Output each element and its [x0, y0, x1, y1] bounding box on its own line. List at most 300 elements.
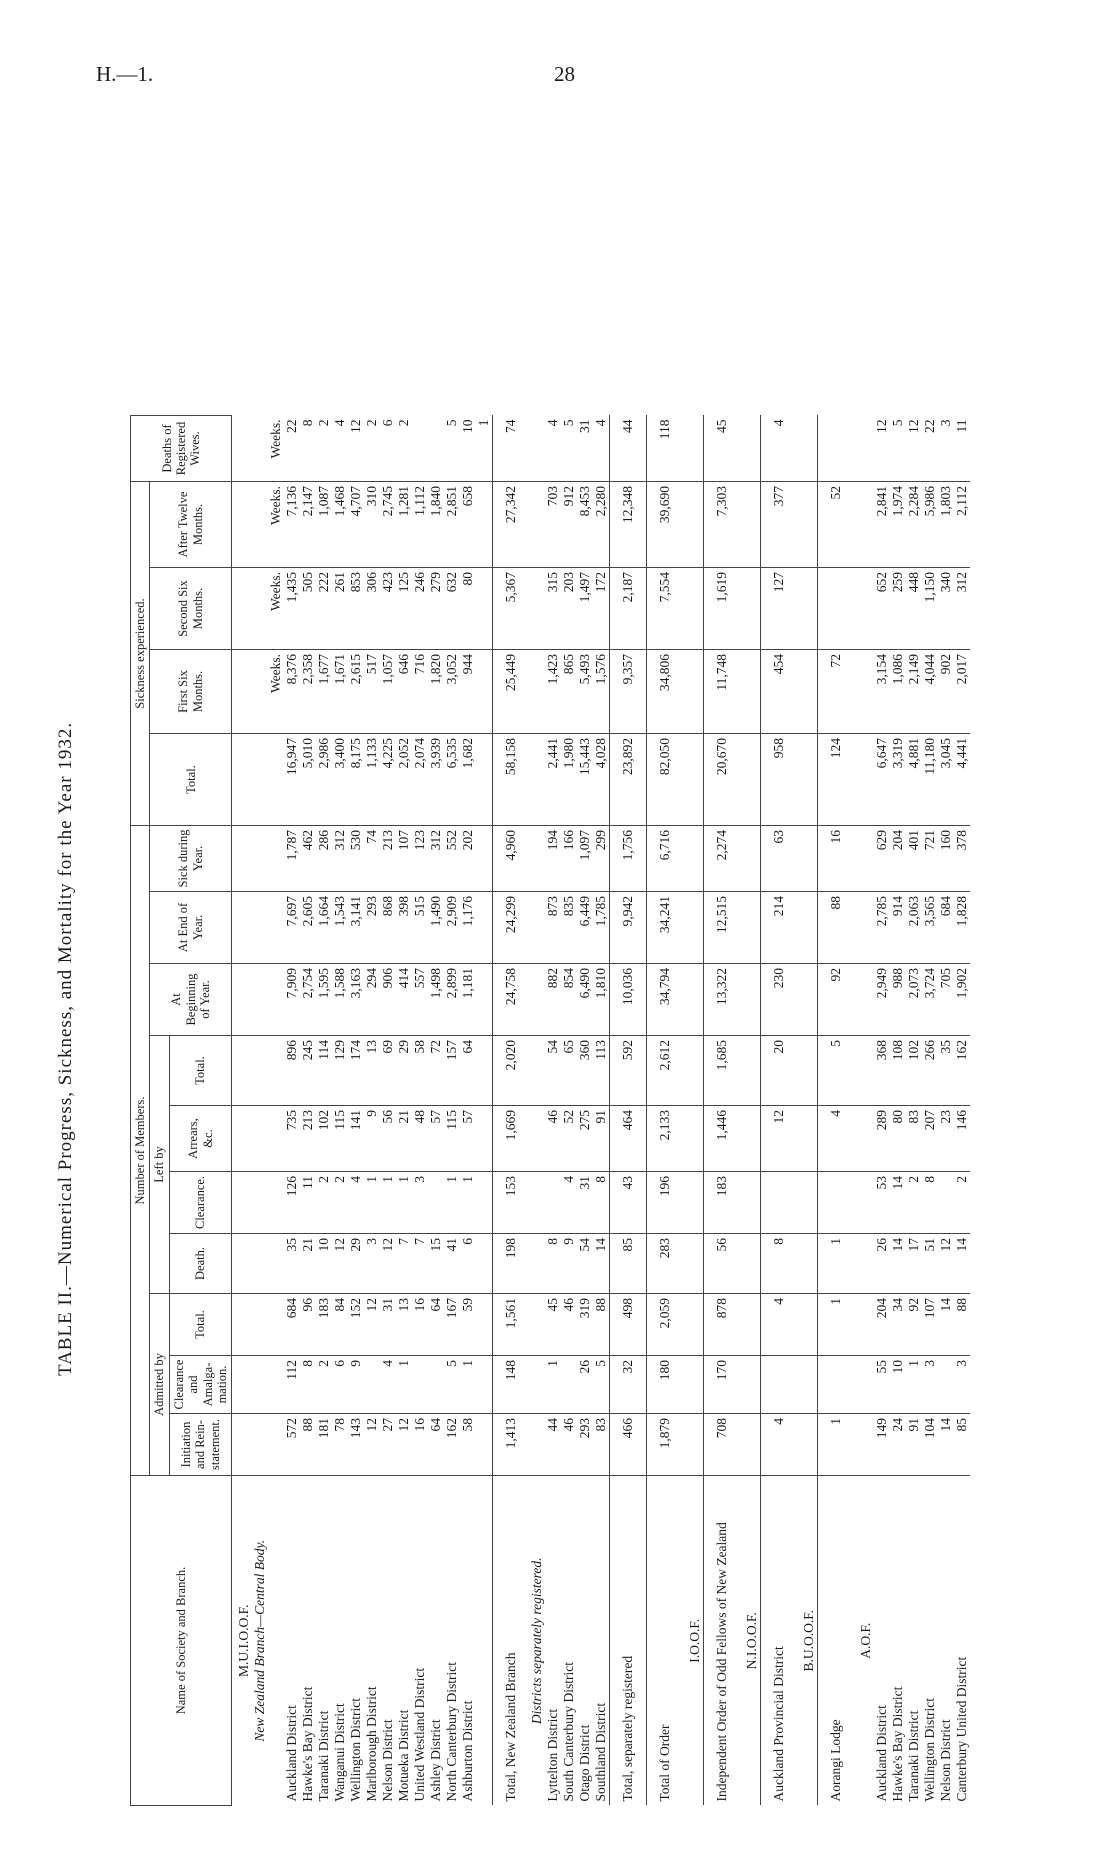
page-number: 28 — [554, 62, 575, 86]
cell: 6 — [332, 1356, 348, 1414]
cell — [232, 568, 253, 650]
cell: 2,612 — [647, 1036, 684, 1106]
cell: 12,348 — [610, 482, 647, 568]
cell — [252, 482, 268, 568]
table-row — [428, 416, 444, 1806]
cell: 705 — [938, 964, 954, 1036]
cell: 882 — [545, 964, 561, 1036]
cell — [476, 1414, 493, 1476]
cell — [232, 734, 253, 826]
cell — [268, 1356, 284, 1414]
cell: 312 — [332, 826, 348, 892]
cell: 1,677 — [316, 650, 332, 734]
table-row — [300, 416, 316, 1806]
cell: 64 — [428, 1414, 444, 1476]
cell — [740, 1234, 761, 1294]
cell: 8 — [761, 1234, 798, 1294]
cell: 52 — [818, 482, 855, 568]
cell: 152 — [348, 1294, 364, 1356]
table-row — [874, 416, 890, 1806]
cell: 13 — [364, 1036, 380, 1106]
cell: 4 — [561, 1172, 577, 1234]
cell: 2,754 — [300, 964, 316, 1036]
sickness-total-header: Total. — [150, 734, 232, 826]
cell — [476, 892, 493, 964]
cell — [818, 568, 855, 650]
cell: 74 — [493, 416, 530, 482]
cell: 530 — [348, 826, 364, 892]
cell: 82,050 — [647, 734, 684, 826]
cell: 7,303 — [704, 482, 741, 568]
arrears-header: Arrears, &c. — [169, 1106, 232, 1172]
cell: 1,902 — [954, 964, 970, 1036]
cell: 2,899 — [444, 964, 460, 1036]
cell: 34,794 — [647, 964, 684, 1036]
cell — [683, 1234, 704, 1294]
cell: 7,697 — [284, 892, 300, 964]
cell: 4 — [818, 1106, 855, 1172]
cell: 153 — [493, 1172, 530, 1234]
cell: 466 — [610, 1414, 647, 1476]
cell: 8,453 — [577, 482, 593, 568]
cell: 7,554 — [647, 568, 684, 650]
cell — [854, 964, 874, 1036]
cell: 14 — [593, 1234, 610, 1294]
cell — [232, 1234, 253, 1294]
row-name: Ashley District — [428, 1719, 444, 1802]
cell: 1 — [444, 1172, 460, 1234]
cell: 2,949 — [874, 964, 890, 1036]
cell: 283 — [647, 1234, 684, 1294]
cell: 63 — [761, 826, 798, 892]
cell: 294 — [364, 964, 380, 1036]
cell: 11,748 — [704, 650, 741, 734]
cell: 2,187 — [610, 568, 647, 650]
cell: 708 — [704, 1414, 741, 1476]
cell: 58 — [412, 1036, 428, 1106]
cell: 1,974 — [890, 482, 906, 568]
row-name: Total of Order — [647, 1476, 684, 1806]
row-name: Districts separately registered. — [529, 1557, 545, 1725]
cell — [268, 734, 284, 826]
table-row — [545, 416, 561, 1806]
cell — [268, 1414, 284, 1476]
cell: 123 — [412, 826, 428, 892]
cell: 1,468 — [332, 482, 348, 568]
cell — [854, 650, 874, 734]
cell — [740, 1356, 761, 1414]
cell: 3,141 — [348, 892, 364, 964]
cell: 1 — [818, 1414, 855, 1476]
cell: 4,441 — [954, 734, 970, 826]
cell: 6,535 — [444, 734, 460, 826]
table-row — [854, 416, 874, 1806]
table-row — [593, 416, 610, 1806]
cell — [476, 482, 493, 568]
row-name — [476, 1476, 493, 1806]
cell: 2,841 — [874, 482, 890, 568]
cell: 703 — [545, 482, 561, 568]
cell: 2 — [906, 1172, 922, 1234]
cell: 306 — [364, 568, 380, 650]
cell: 34 — [890, 1294, 906, 1356]
cell: 988 — [890, 964, 906, 1036]
rotated-table-block — [50, 146, 1010, 1806]
cell: 1,543 — [332, 892, 348, 964]
cell: 5 — [444, 416, 460, 482]
cell: 2,274 — [704, 826, 741, 892]
cell — [683, 1294, 704, 1356]
row-name: I.O.O.F. — [687, 1618, 703, 1663]
cell — [740, 964, 761, 1036]
cell — [529, 416, 545, 482]
cell: 91 — [593, 1106, 610, 1172]
cell — [740, 1414, 761, 1476]
cell: 4 — [761, 416, 798, 482]
cell: 1,281 — [396, 482, 412, 568]
cell — [818, 1172, 855, 1234]
cell: 9 — [364, 1106, 380, 1172]
cell — [232, 964, 253, 1036]
cell: 91 — [906, 1414, 922, 1476]
row-name: South Canterbury District — [561, 1662, 577, 1802]
table-row — [444, 416, 460, 1806]
col-name-header: Name of Society and Branch. — [131, 1476, 232, 1806]
cell: 1,057 — [380, 650, 396, 734]
row-name: N.I.O.O.F. — [744, 1612, 760, 1670]
row-name: Wanganui District — [332, 1703, 348, 1802]
cell: 2 — [316, 1356, 332, 1414]
table-body — [232, 416, 971, 1806]
initiation-header: Initiation and Rein-statement. — [169, 1414, 232, 1476]
cell: 148 — [493, 1356, 530, 1414]
cell — [797, 416, 818, 482]
cell — [252, 568, 268, 650]
cell: 2,605 — [300, 892, 316, 964]
row-name: Taranaki District — [906, 1710, 922, 1802]
cell — [854, 1172, 874, 1234]
cell: 12 — [348, 416, 364, 482]
end-header: At End of Year. — [150, 892, 232, 964]
cell — [740, 416, 761, 482]
cell: 2,133 — [647, 1106, 684, 1172]
cell: 1,682 — [460, 734, 476, 826]
row-name: Wellington District — [348, 1697, 364, 1802]
cell: 35 — [938, 1036, 954, 1106]
cell: 104 — [922, 1414, 938, 1476]
cell: 319 — [577, 1294, 593, 1356]
cell — [232, 1036, 253, 1106]
cell: 498 — [610, 1294, 647, 1356]
cell — [476, 1356, 493, 1414]
cell: 65 — [561, 1036, 577, 1106]
cell: 4 — [761, 1414, 798, 1476]
cell — [476, 734, 493, 826]
cell: 46 — [545, 1106, 561, 1172]
cell: 10 — [316, 1234, 332, 1294]
cell — [797, 650, 818, 734]
row-name: Ashburton District — [460, 1700, 476, 1802]
cell: 48 — [412, 1106, 428, 1172]
table-row — [577, 416, 593, 1806]
cell: 16 — [412, 1294, 428, 1356]
cell: 57 — [428, 1106, 444, 1172]
cell: 24,299 — [493, 892, 530, 964]
cell: 113 — [593, 1036, 610, 1106]
cell: 12 — [396, 1414, 412, 1476]
cell: 2,147 — [300, 482, 316, 568]
cell — [232, 1356, 253, 1414]
cell: 279 — [428, 568, 444, 650]
cell: 80 — [890, 1106, 906, 1172]
cell — [529, 964, 545, 1036]
cell: 2,909 — [444, 892, 460, 964]
cell: 4,028 — [593, 734, 610, 826]
cell: 377 — [761, 482, 798, 568]
cell — [854, 734, 874, 826]
cell — [740, 1036, 761, 1106]
row-name: North Canterbury District — [444, 1662, 460, 1802]
cell: 378 — [954, 826, 970, 892]
cell — [232, 650, 253, 734]
cell: 12 — [906, 416, 922, 482]
cell — [252, 734, 268, 826]
cell: 207 — [922, 1106, 938, 1172]
cell: 3 — [954, 1356, 970, 1414]
cell: 88 — [954, 1294, 970, 1356]
cell — [683, 1356, 704, 1414]
cell — [545, 1172, 561, 1234]
cell: 31 — [380, 1294, 396, 1356]
cell: 59 — [460, 1294, 476, 1356]
row-name: A.O.F. — [858, 1622, 874, 1659]
cell — [268, 1172, 284, 1234]
cell — [797, 1106, 818, 1172]
cell: 23 — [938, 1106, 954, 1172]
cell: 464 — [610, 1106, 647, 1172]
cell: 716 — [412, 650, 428, 734]
cell — [740, 734, 761, 826]
cell: 646 — [396, 650, 412, 734]
cell: 2,280 — [593, 482, 610, 568]
cell — [232, 482, 253, 568]
cell — [529, 1294, 545, 1356]
cell — [683, 964, 704, 1036]
table-row — [704, 416, 741, 1806]
cell: 1,810 — [593, 964, 610, 1036]
cell: 8 — [593, 1172, 610, 1234]
cell — [252, 1294, 268, 1356]
cell: 2 — [954, 1172, 970, 1234]
cell: 4 — [332, 416, 348, 482]
cell: 54 — [577, 1234, 593, 1294]
cell: 1 — [545, 1356, 561, 1414]
cell: 2,074 — [412, 734, 428, 826]
cell: 8 — [300, 1356, 316, 1414]
row-name: Lyttelton District — [545, 1708, 561, 1802]
cell — [529, 1172, 545, 1234]
cell: Weeks. — [268, 482, 284, 568]
row-name: United Westland District — [412, 1667, 428, 1802]
cell — [797, 826, 818, 892]
cell: 6,449 — [577, 892, 593, 964]
cell: 2 — [316, 1172, 332, 1234]
cell: 84 — [332, 1294, 348, 1356]
cell — [854, 1234, 874, 1294]
cell: 25,449 — [493, 650, 530, 734]
cell: Weeks. — [268, 416, 284, 482]
cell: 261 — [332, 568, 348, 650]
cell — [683, 826, 704, 892]
cell: 2,149 — [906, 650, 922, 734]
cell: 1 — [396, 1172, 412, 1234]
cell — [683, 892, 704, 964]
cell: 160 — [938, 826, 954, 892]
cell — [797, 1172, 818, 1234]
cell — [428, 1172, 444, 1234]
cell: 652 — [874, 568, 890, 650]
cell: 3,939 — [428, 734, 444, 826]
cell: 4,044 — [922, 650, 938, 734]
cell: 1 — [364, 1172, 380, 1234]
cell: 5,493 — [577, 650, 593, 734]
cell — [854, 568, 874, 650]
cell — [740, 826, 761, 892]
cell: 275 — [577, 1106, 593, 1172]
cell: 1,087 — [316, 482, 332, 568]
cell — [529, 482, 545, 568]
second-six-header: Second Six Months. — [150, 568, 232, 650]
cell: 3 — [412, 1172, 428, 1234]
cell: 56 — [380, 1106, 396, 1172]
statistics-table — [130, 415, 970, 1806]
cell: 4 — [761, 1294, 798, 1356]
table-row — [761, 416, 798, 1806]
table-row — [493, 416, 530, 1806]
cell — [683, 482, 704, 568]
cell: 14 — [890, 1172, 906, 1234]
cell: 1,671 — [332, 650, 348, 734]
cell: 293 — [577, 1414, 593, 1476]
cell: 6 — [460, 1234, 476, 1294]
cell: 203 — [561, 568, 577, 650]
cell: 15,443 — [577, 734, 593, 826]
cell — [854, 416, 874, 482]
cell: 312 — [428, 826, 444, 892]
cell — [412, 416, 428, 482]
table-row — [818, 416, 855, 1806]
cell: 162 — [444, 1414, 460, 1476]
cell — [854, 482, 874, 568]
cell: 1,595 — [316, 964, 332, 1036]
cell: 912 — [561, 482, 577, 568]
cell: 2 — [364, 416, 380, 482]
cell: 3,163 — [348, 964, 364, 1036]
cell: 414 — [396, 964, 412, 1036]
clearance-out-header: Clearance. — [169, 1172, 232, 1234]
cell: 505 — [300, 568, 316, 650]
cell: 1,785 — [593, 892, 610, 964]
cell — [529, 1106, 545, 1172]
cell: 896 — [284, 1036, 300, 1106]
cell: 170 — [704, 1356, 741, 1414]
cell: 3 — [938, 416, 954, 482]
table-row — [232, 416, 253, 1806]
cell: 72 — [818, 650, 855, 734]
beginning-header: At Beginning of Year. — [150, 964, 232, 1036]
cell: 22 — [922, 416, 938, 482]
cell — [268, 1036, 284, 1106]
cell — [268, 826, 284, 892]
cell: 20,670 — [704, 734, 741, 826]
cell: 340 — [938, 568, 954, 650]
cell — [252, 892, 268, 964]
cell — [818, 1356, 855, 1414]
cell: 172 — [593, 568, 610, 650]
row-name: Total, separately registered — [610, 1476, 647, 1806]
cell: 129 — [332, 1036, 348, 1106]
cell — [740, 1106, 761, 1172]
cell: 245 — [300, 1036, 316, 1106]
cell: 3,724 — [922, 964, 938, 1036]
cell: 74 — [364, 826, 380, 892]
cell — [252, 650, 268, 734]
cell: 1,828 — [954, 892, 970, 964]
cell: 1,879 — [647, 1414, 684, 1476]
cell: 3,565 — [922, 892, 938, 964]
cell — [428, 416, 444, 482]
cell — [232, 416, 253, 482]
table-row — [797, 416, 818, 1806]
cell: 299 — [593, 826, 610, 892]
cell: 10,036 — [610, 964, 647, 1036]
cell — [683, 650, 704, 734]
cell: 9,357 — [610, 650, 647, 734]
cell: 1,561 — [493, 1294, 530, 1356]
cell: 64 — [460, 1036, 476, 1106]
cell — [854, 892, 874, 964]
cell: 56 — [704, 1234, 741, 1294]
cell: 213 — [300, 1106, 316, 1172]
cell: 2,017 — [954, 650, 970, 734]
cell: 401 — [906, 826, 922, 892]
cell: 14 — [890, 1234, 906, 1294]
cell: 14 — [954, 1234, 970, 1294]
cell — [818, 416, 855, 482]
cell — [529, 1036, 545, 1106]
cell: 9 — [348, 1356, 364, 1414]
cell: 8,175 — [348, 734, 364, 826]
cell: 12 — [874, 416, 890, 482]
cell: 4,225 — [380, 734, 396, 826]
cell: 4 — [348, 1172, 364, 1234]
cell — [797, 1294, 818, 1356]
cell: 83 — [906, 1106, 922, 1172]
cell: 315 — [545, 568, 561, 650]
table-row — [268, 416, 284, 1806]
cell: 721 — [922, 826, 938, 892]
table-row — [476, 416, 493, 1806]
cell: 35 — [284, 1234, 300, 1294]
cell: 398 — [396, 892, 412, 964]
cell — [252, 416, 268, 482]
cell: 107 — [922, 1294, 938, 1356]
cell: 46 — [561, 1414, 577, 1476]
cell — [529, 1234, 545, 1294]
cell — [476, 1172, 493, 1234]
cell: 14 — [938, 1294, 954, 1356]
cell: 10 — [460, 416, 476, 482]
